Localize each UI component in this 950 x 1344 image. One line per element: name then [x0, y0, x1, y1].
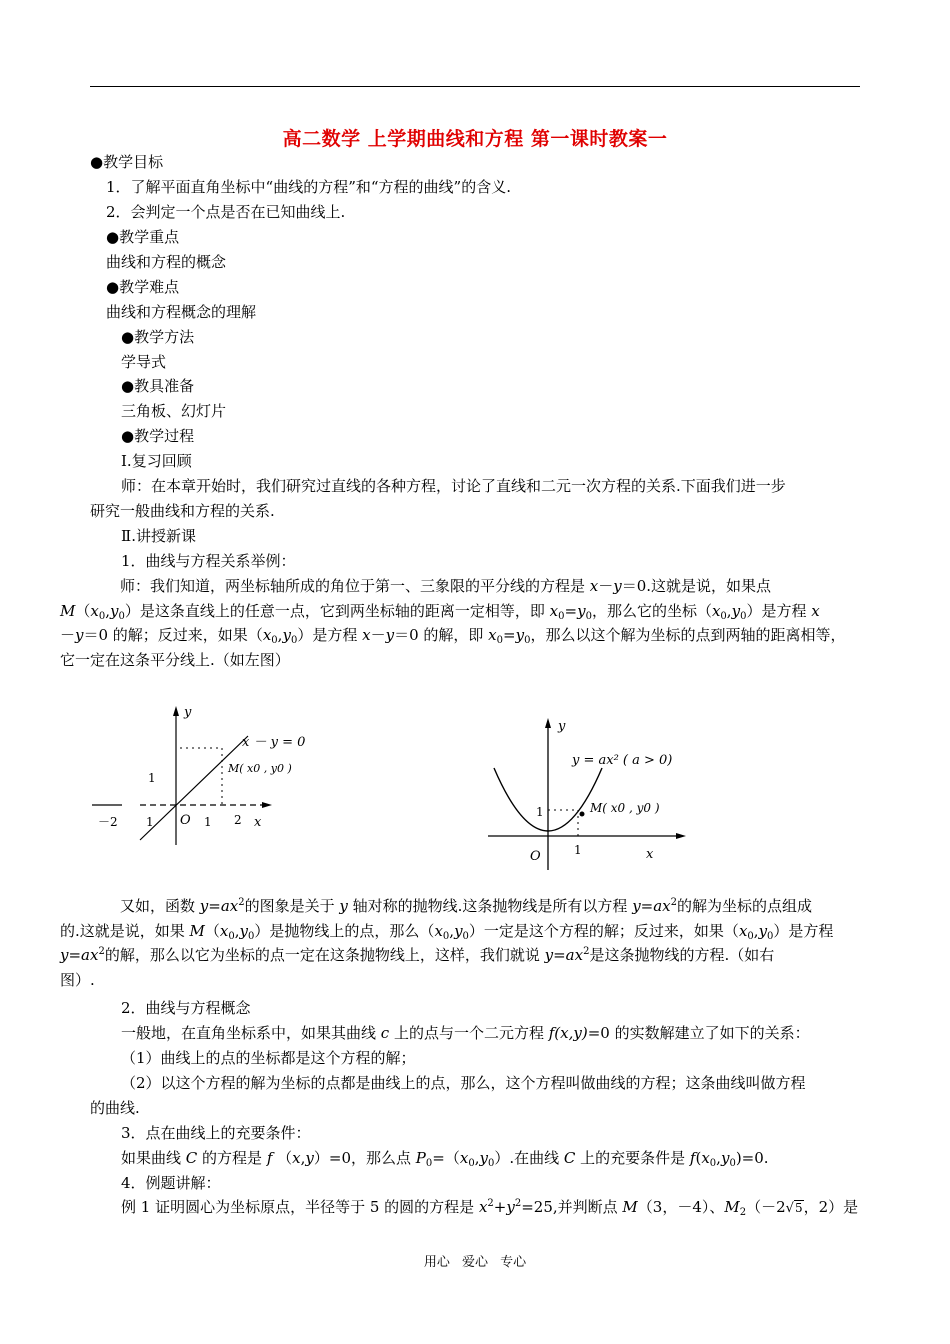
left-fig-tick-neg2: －2: [98, 815, 118, 829]
example-1-line: 例 1 证明圆心为坐标原点，半径等于 5 的圆的方程是 $x^2+y^2=25$,并判断点 M（3，－4）、$M_2(-2√5$，2）是: [121, 1198, 859, 1218]
subsection-2: 2．曲线与方程概念: [121, 999, 251, 1017]
right-fig-curve-label: y = ax² ( a > 0): [572, 753, 673, 768]
right-fig-y-tick: 1: [536, 805, 544, 819]
concept-line-4: 的曲线.: [90, 1099, 140, 1117]
left-fig-tick-1: 1: [204, 815, 212, 829]
right-fig-x-tick: 1: [574, 843, 582, 857]
header-rule: [90, 86, 860, 87]
left-fig-y-tick: 1: [148, 771, 156, 785]
concept-line-3: （2）以这个方程的解为坐标的点都是曲线上的点，那么，这个方程叫做曲线的方程；这条曲线叫做方程: [121, 1074, 806, 1092]
right-fig-y-label: y: [558, 719, 566, 734]
sqrt-sign-icon: √: [785, 1201, 794, 1216]
left-fig-x-label: x: [254, 815, 262, 830]
subsection-3: 3．点在曲线上的充要条件：: [121, 1124, 311, 1142]
review-para-line-2: 研究一般曲线和方程的关系.: [90, 502, 275, 520]
subsection-4: 4．例题讲解：: [121, 1174, 221, 1192]
figure-line: [88, 700, 328, 850]
right-fig-x-label: x: [646, 847, 654, 862]
difficulty-heading: ●教学难点: [106, 278, 180, 296]
left-fig-x-arrow: [262, 802, 272, 808]
concept-line-1: 一般地，在直角坐标系中，如果其曲线 c 上的点与一个二元方程 f(x,y)=0 的实数解建立了如下的关系：: [121, 1024, 810, 1042]
page-footer: 用心 爱心 专心: [423, 1255, 527, 1270]
right-fig-origin: O: [530, 849, 541, 864]
new-lesson-heading: Ⅱ.讲授新课: [121, 527, 196, 545]
left-fig-tick-neg1: 1: [146, 815, 154, 829]
paragraph-line-example: 师：我们知道，两坐标轴所成的角位于第一、三象限的平分线的方程是 x－y＝0.这就是说，如果点 $M(x_0,y_0)$是这条直线上的任意一点，它到两坐标轴的距离一定相等，即 $x_0=y_0$，那么它的坐标$(x_0,y_0)$是方程 x －y＝0 的解；反过来，如果$(x_0,y_0)$是方程 x－y＝0 的解，即 $x_0=y_0$，那么以这个解为坐标的点到两轴的距离相等， 它一定在这条平分线上.（如左图）: [60, 577, 846, 669]
right-fig-y-arrow: [545, 718, 551, 728]
right-fig-point: [580, 812, 585, 817]
right-fig-x-arrow: [676, 833, 686, 839]
left-fig-line: [140, 736, 248, 840]
subsection-1: 1．曲线与方程关系举例：: [121, 552, 296, 570]
method-text: 学导式: [121, 353, 167, 371]
left-fig-tick-2: 2: [234, 813, 242, 827]
process-heading: ●教学过程: [121, 427, 195, 445]
right-fig-point-label: M( x0 , y0 ): [590, 801, 660, 815]
paragraph-parabola-example: 又如，函数 $y=ax^2$的图象是关于 y 轴对称的抛物线.这条抛物线是所有以方程 $y=ax^2$的解为坐标的点组成 的.这就是说，如果 $M(x_0,y_0)$是抛物线上的点，那么$(x_0,y_0)$一定是这个方程的解；反过来，如果$(x_0,y_0)$是方程 $y=ax^2$的解，那么以它为坐标的点一定在这条抛物线上，这样，我们就说 $y=ax^2$是这条抛物线的方程.（如右 图）.: [60, 897, 834, 989]
key-text: 曲线和方程的概念: [106, 253, 227, 271]
sqrt-radicand: 5: [794, 1201, 803, 1215]
page-title: 高二数学 上学期曲线和方程 第一课时教案一: [282, 128, 668, 150]
goal-heading: ●教学目标: [90, 153, 164, 171]
left-fig-point-label: M( x0 , y0 ): [228, 762, 292, 775]
left-fig-line-label: x － y = 0: [242, 735, 306, 750]
key-heading: ●教学重点: [106, 228, 180, 246]
concept-line-2: （1）曲线上的点的坐标都是这个方程的解；: [121, 1049, 416, 1067]
goal-item-1: 1．了解平面直角坐标中“曲线的方程”和“方程的曲线”的含义.: [106, 178, 511, 196]
review-para-line-1: 师：在本章开始时，我们研究过直线的各种方程，讨论了直线和二元一次方程的关系.下面我们进一步: [121, 477, 786, 495]
left-fig-y-arrow: [173, 706, 179, 716]
tools-heading: ●教具准备: [121, 377, 195, 395]
difficulty-text: 曲线和方程概念的理解: [106, 303, 257, 321]
tools-text: 三角板、幻灯片: [121, 402, 227, 420]
necessary-condition-line: 如果曲线 C 的方程是 f （x,y）=0，那么点 $P_0=(x_0,y_0)$.在曲线 C 上的充要条件是 $f(x_0,y_0)=0$.: [121, 1149, 769, 1169]
method-heading: ●教学方法: [121, 328, 195, 346]
review-heading: Ⅰ.复习回顾: [121, 452, 192, 470]
goal-item-2: 2．会判定一个点是否在已知曲线上.: [106, 203, 346, 221]
left-fig-y-label: y: [184, 705, 192, 720]
left-fig-origin: O: [180, 813, 191, 828]
figure-parabola: [486, 712, 696, 872]
